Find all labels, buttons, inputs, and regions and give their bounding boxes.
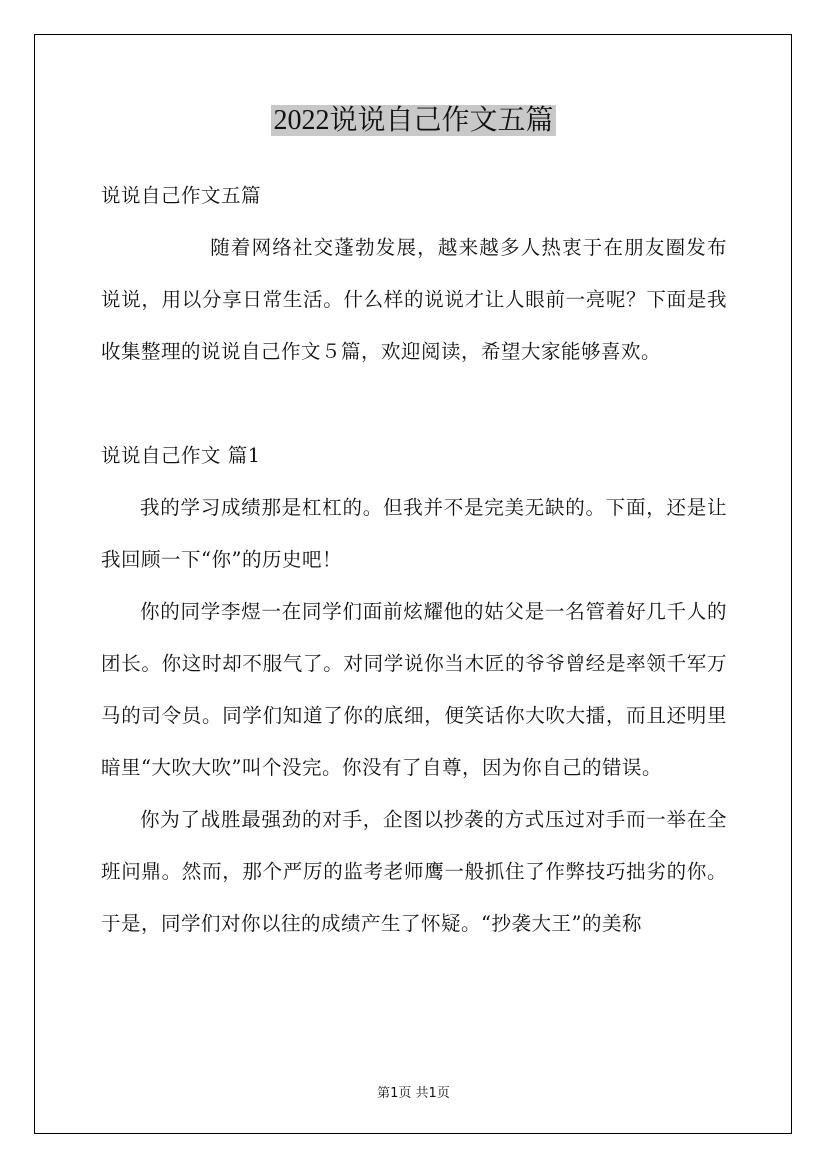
body-paragraph: 你为了战胜最强劲的对手，企图以抄袭的方式压过对手而一举在全班问鼎。然而，那个严厉的监考老师鹰一般抓住了作弊技巧拙劣的你。于是，同学们对你以往的成绩产生了怀疑。“抄袭大王”的美称 [101, 808, 727, 935]
page-number: 第1页 共1页 [377, 1086, 450, 1101]
body-paragraph: 我的学习成绩那是杠杠的。但我并不是完美无缺的。下面，还是让我回顾一下“你”的历史吧！ [101, 496, 727, 571]
spacer [101, 378, 727, 430]
section-heading: 说说自己作文 篇1 [101, 444, 261, 467]
document-title [0, 100, 827, 141]
document-body [101, 170, 727, 950]
body-paragraph: 你的同学李煜一在同学们面前炫耀他的姑父是一名管着好几千人的团长。你这时却不服气了。对同学说你当木匠的爷爷曾经是率领千军万马的司令员。同学们知道了你的底细，便笑话你大吹大擂，而且还明里暗里“大吹大吹”叫个没完。你没有了自尊，因为你自己的错误。 [101, 600, 727, 779]
subtitle: 说说自己作文五篇 [101, 184, 262, 207]
intro-paragraph: 随着网络社交蓬勃发展，越来越多人热衷于在朋友圈发布说说，用以分享日常生活。什么样的说说才让人眼前一亮呢？下面是我收集整理的说说自己作文５篇，欢迎阅读，希望大家能够喜欢。 [101, 236, 727, 363]
page-footer [0, 1082, 827, 1101]
title-text: 2022说说自己作文五篇 [273, 105, 554, 136]
